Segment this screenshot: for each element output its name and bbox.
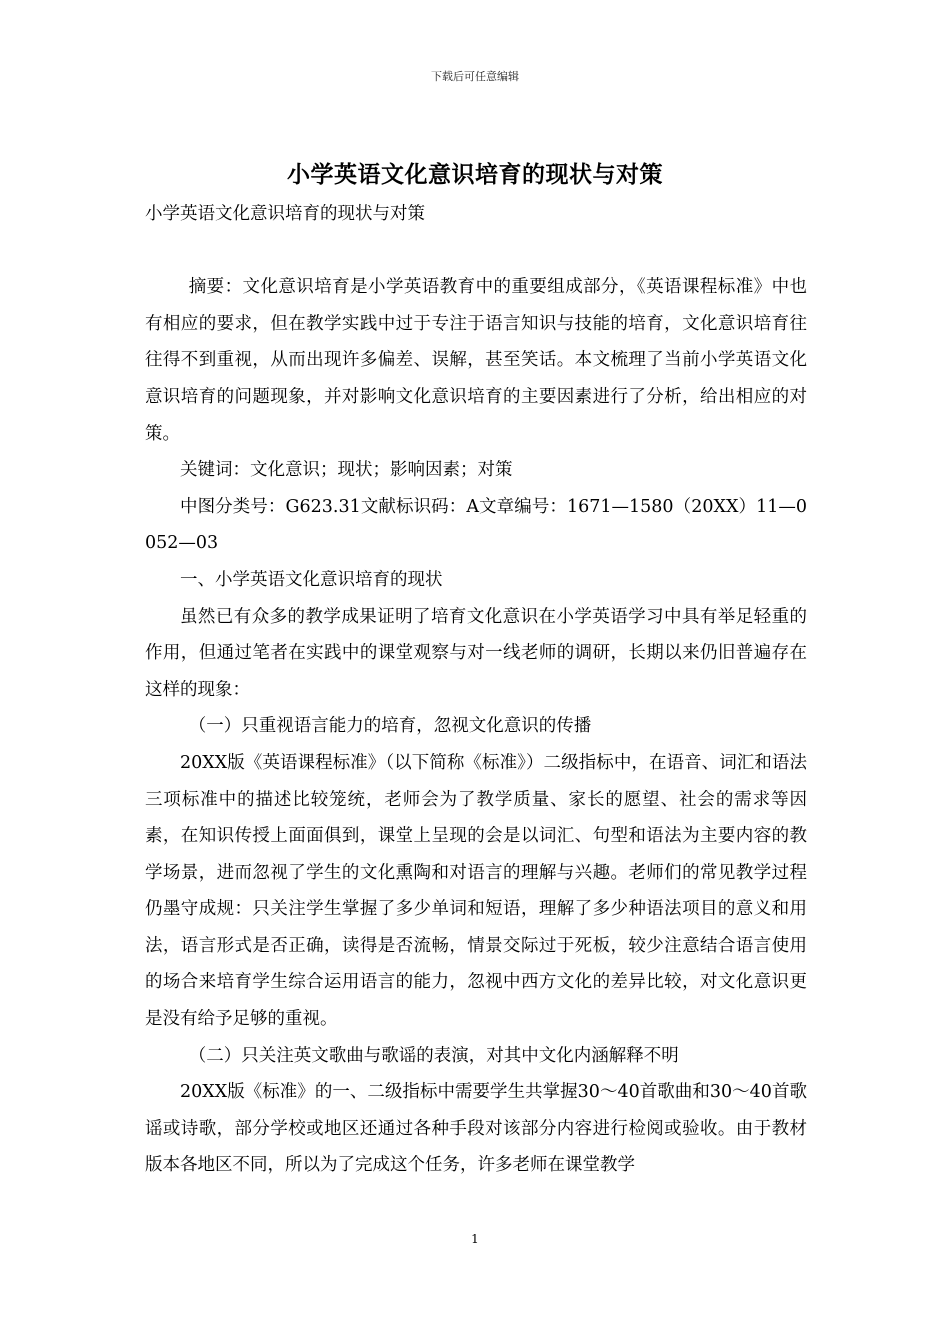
- subsection-body-2: 20XX版《标准》的一、二级指标中需要学生共掌握30～40首歌曲和30～40首歌谣或诗歌，部分学校或地区还通过各种手段对该部分内容进行检阅或验收。由于教材版本各地区不同，所以为了完成这个任务，许多老师在课堂教学: [145, 1082, 807, 1176]
- section-intro-paragraph: 虽然已有众多的教学成果证明了培育文化意识在小学英语学习中具有举足轻重的作用，但通过笔者在实践中的课堂观察与对一线老师的调研，长期以来仍旧普遍存在这样的现象：: [145, 606, 807, 700]
- page-number: 1: [471, 1232, 479, 1246]
- subsection-heading-1: （一）只重视语言能力的培育，忽视文化意识的传播: [188, 716, 592, 737]
- section-heading: 一、小学英语文化意识培育的现状: [180, 569, 443, 590]
- header-note: 下载后可任意编辑: [431, 70, 519, 83]
- subsection-body-1: 20XX版《英语课程标准》（以下简称《标准》）二级指标中，在语音、词汇和语法三项标准中的描述比较笼统，老师会为了教学质量、家长的愿望、社会的需求等因素，在知识传授上面面俱到，课堂上呈现的会是以词汇、句型和语法为主要内容的教学场景，进而忽视了学生的文化熏陶和对语言的理解与兴趣。老师们的常见教学过程仍墨守成规：只关注学生掌握了多少单词和短语，理解了多少种语法项目的意义和用法，语言形式是否正确，读得是否流畅，情景交际过于死板，较少注意结合语言使用的场合来培育学生综合运用语言的能力，忽视中西方文化的差异比较，对文化意识更是没有给予足够的重视。: [145, 752, 807, 1030]
- blank-line: [145, 233, 807, 270]
- document-subtitle: 小学英语文化意识培育的现状与对策: [145, 204, 425, 224]
- keywords-paragraph: 关键词：文化意识；现状；影响因素；对策: [180, 460, 513, 481]
- classification-paragraph: 中图分类号：G623.31文献标识码：A文章编号：1671—1580（20XX）11—0052—03: [145, 496, 807, 554]
- document-body: [145, 196, 807, 1184]
- document-title: 小学英语文化意识培育的现状与对策: [287, 161, 663, 188]
- subsection-heading-2: （二）只关注英文歌曲与歌谣的表演，对其中文化内涵解释不明: [188, 1045, 679, 1066]
- abstract-paragraph: 摘要：文化意识培育是小学英语教育中的重要组成部分，《英语课程标准》中也有相应的要求，但在教学实践中过于专注于语言知识与技能的培育，文化意识培育往往得不到重视，从而出现许多偏差、误解，甚至笑话。本文梳理了当前小学英语文化意识培育的问题现象，并对影响文化意识培育的主要因素进行了分析，给出相应的对策。: [145, 277, 807, 444]
